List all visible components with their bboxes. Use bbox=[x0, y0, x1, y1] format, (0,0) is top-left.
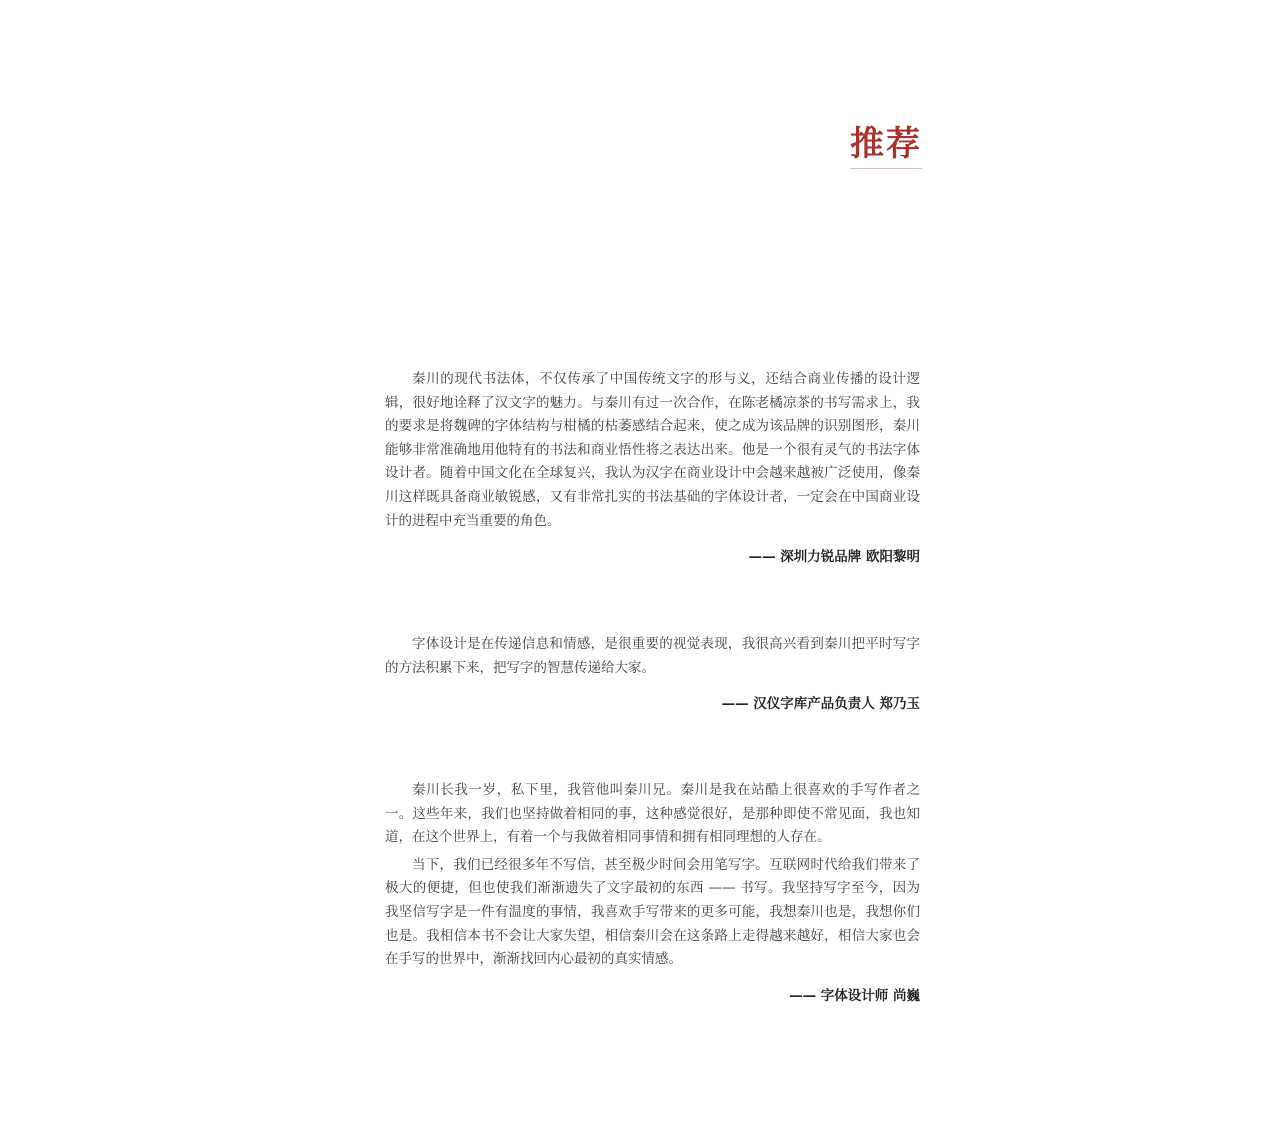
recommendation-3 bbox=[385, 779, 920, 1006]
recommendation-paragraph: 当下，我们已经很多年不写信，甚至极少时间会用笔写字。互联网时代给我们带来了极大的便捷，但也使我们渐渐遗失了文字最初的东西 —— 书写。我坚持写字至今，因为我坚信写字是一件有温度的事情，我喜欢手写带来的更多可能，我想秦川也是，我想你们也是。我相信本书不会让大家失望，相信秦川会在这条路上走得越来越好，相信大家也会在手写的世界中，渐渐找回内心最初的真实情感。 bbox=[385, 856, 920, 968]
recommendation-paragraph: 秦川长我一岁，私下里，我管他叫秦川兄。秦川是我在站酷上很喜欢的手写作者之一。这些年来，我们也坚持做着相同的事，这种感觉很好，是那种即使不常见面，我也知道，在这个世界上，有着一个与我做着相同事情和拥有相同理想的人存在。 bbox=[385, 782, 920, 846]
recommendation-signature: —— 深圳力锐品牌 欧阳黎明 bbox=[748, 549, 920, 566]
recommendation-2 bbox=[385, 633, 920, 714]
page-title: 推荐 bbox=[850, 122, 922, 169]
recommendation-1 bbox=[385, 368, 920, 567]
recommendation-signature: —— 字体设计师 尚巍 bbox=[789, 987, 920, 1004]
recommendation-paragraph: 字体设计是在传递信息和情感，是很重要的视觉表现，我很高兴看到秦川把平时写字的方法积累下来，把写字的智慧传递给大家。 bbox=[385, 636, 920, 676]
recommendation-signature: —— 汉仪字库产品负责人 郑乃玉 bbox=[721, 696, 920, 713]
recommendation-paragraph: 秦川的现代书法体，不仅传承了中国传统文字的形与义，还结合商业传播的设计逻辑，很好地诠释了汉文字的魅力。与秦川有过一次合作，在陈老橘凉茶的书写需求上，我的要求是将魏碑的字体结构与柑橘的枯萎感结合起来，使之成为该品牌的识别图形，秦川能够非常准确地用他特有的书法和商业悟性将之表达出来。他是一个很有灵气的书法字体设计者。随着中国文化在全球复兴，我认为汉字在商业设计中会越来越被广泛使用，像秦川这样既具备商业敏锐感，又有非常扎实的书法基础的字体设计者，一定会在中国商业设计的进程中充当重要的角色。 bbox=[385, 371, 920, 529]
